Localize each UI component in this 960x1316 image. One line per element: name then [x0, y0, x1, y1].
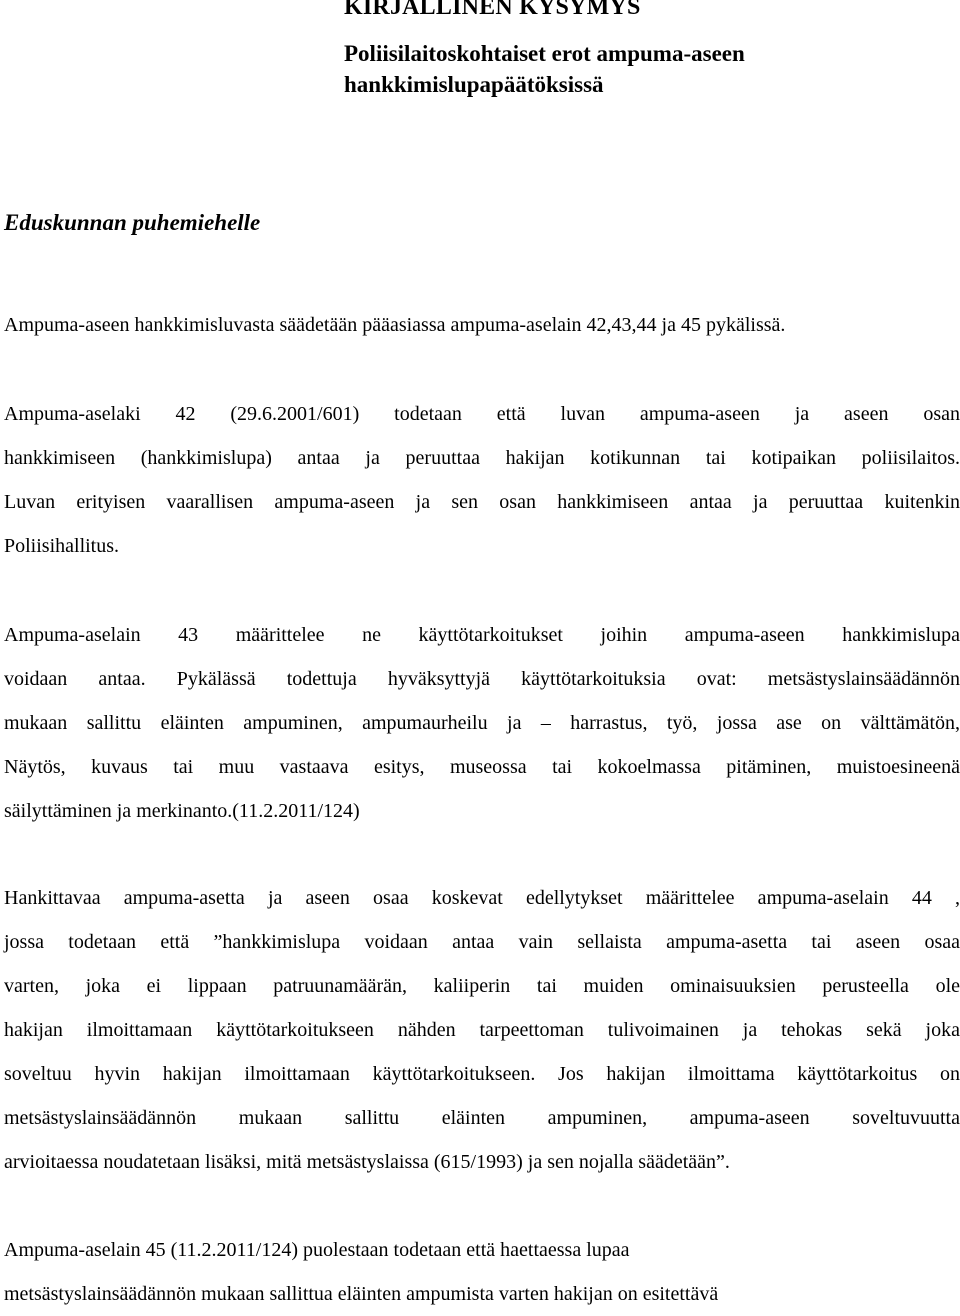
paragraph-line: hakijan ilmoittamaan käyttötarkoitukseen nähden tarpeettoman tulivoimainen ja tehokas sekä joka: [4, 1019, 960, 1041]
paragraph-line: Ampuma-aselaki 42 (29.6.2001/601) todetaan että luvan ampuma-aseen ja aseen osan: [4, 403, 960, 425]
document-title: [344, 38, 745, 100]
salutation: Eduskunnan puhemiehelle: [4, 210, 261, 235]
paragraph-line: voidaan antaa. Pykälässä todettuja hyväksyttyjä käyttötarkoituksia ovat: metsästyslainsäädännön: [4, 668, 960, 690]
paragraph-line: jossa todetaan että ”hankkimislupa voidaan antaa vain sellaista ampuma-asetta tai aseen osaa: [4, 931, 960, 953]
paragraph-line: Luvan erityisen vaarallisen ampuma-aseen ja sen osan hankkimiseen antaa ja peruuttaa kuitenkin: [4, 491, 960, 513]
paragraph-line: soveltuu hyvin hakijan ilmoittamaan käyttötarkoitukseen. Jos hakijan ilmoittama käyttötarkoitus on: [4, 1063, 960, 1085]
paragraph-line: arvioitaessa noudatetaan lisäksi, mitä metsästyslaissa (615/1993) ja sen nojalla säädetään”.: [4, 1151, 730, 1173]
paragraph-1: [4, 303, 960, 347]
document-type-heading: KIRJALLINEN KYSYMYS: [344, 0, 641, 20]
paragraph-line: varten, joka ei lippaan patruunamäärän, kaliiperin tai muiden ominaisuuksien perusteella ole: [4, 975, 960, 997]
paragraph-line: hankkimiseen (hankkimislupa) antaa ja peruuttaa hakijan kotikunnan tai kotipaikan poliisilaitos.: [4, 447, 960, 469]
paragraph-line: Ampuma-aselain 45 (11.2.2011/124) puolestaan todetaan että haettaessa lupaa: [4, 1239, 630, 1261]
paragraph-5: [4, 1228, 960, 1316]
paragraph-line: metsästyslainsäädännön mukaan sallittu eläinten ampuminen, ampuma-aseen soveltuvuutta: [4, 1107, 960, 1129]
paragraph-line: säilyttäminen ja merkinanto.(11.2.2011/124): [4, 800, 360, 822]
paragraph-line: metsästyslainsäädännön mukaan sallittua eläinten ampumista varten hakijan on esitettävä: [4, 1283, 719, 1305]
document-title-line: Poliisilaitoskohtaiset erot ampuma-aseen: [344, 41, 745, 66]
paragraph-2: [4, 392, 960, 568]
paragraph-line: Hankittavaa ampuma-asetta ja aseen osaa koskevat edellytykset määrittelee ampuma-aselain 44 ,: [4, 887, 960, 909]
paragraph-4: [4, 876, 960, 1184]
paragraph-line: Näytös, kuvaus tai muu vastaava esitys, museossa tai kokoelmassa pitäminen, muistoesineenä: [4, 756, 960, 778]
paragraph-line: Ampuma-aselain 43 määrittelee ne käyttötarkoitukset joihin ampuma-aseen hankkimislupa: [4, 624, 960, 646]
document-title-line: hankkimislupapäätöksissä: [344, 72, 604, 97]
paragraph-3: [4, 613, 960, 833]
paragraph-line: Poliisihallitus.: [4, 535, 120, 557]
paragraph-line: Ampuma-aseen hankkimisluvasta säädetään pääasiassa ampuma-aselain 42,43,44 ja 45 pykälissä.: [4, 314, 786, 336]
paragraph-line: mukaan sallittu eläinten ampuminen, ampumaurheilu ja – harrastus, työ, jossa ase on välttämätön,: [4, 712, 960, 734]
